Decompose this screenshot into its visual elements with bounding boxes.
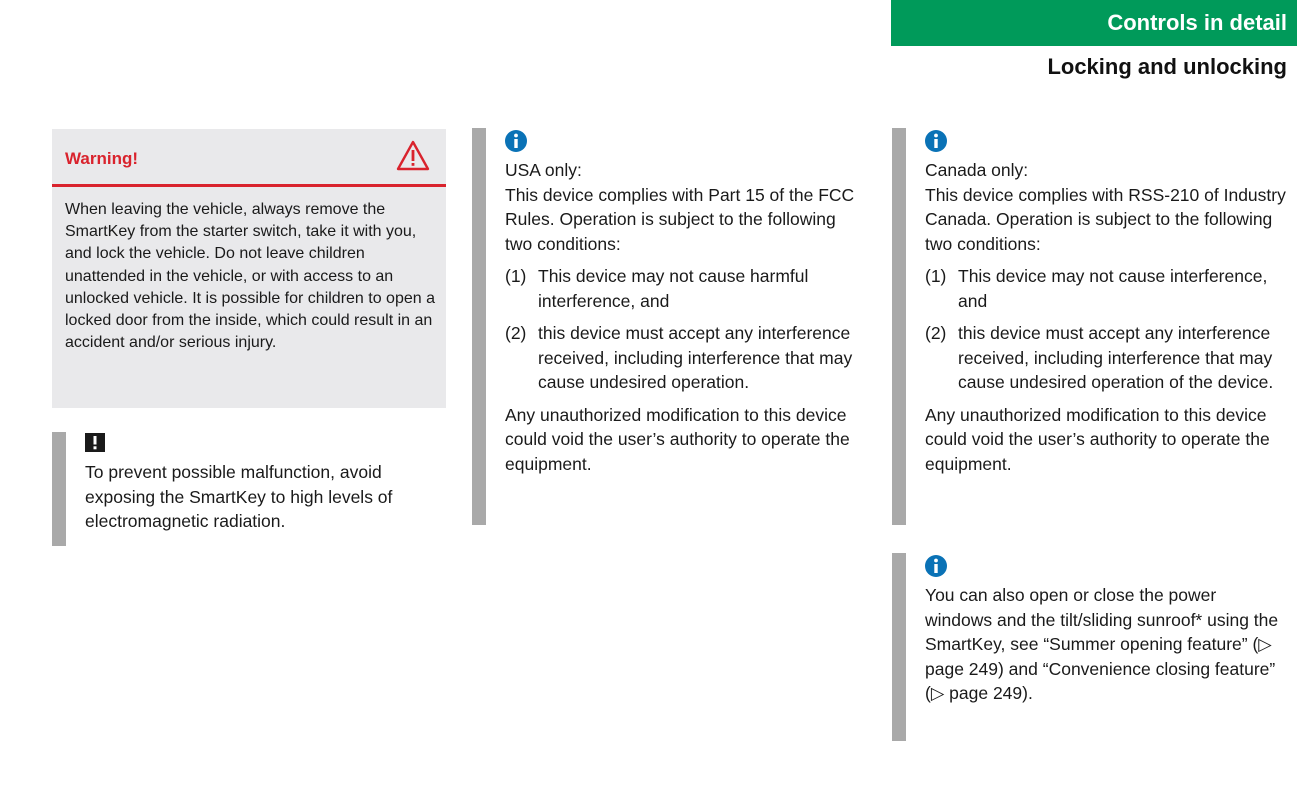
list-item	[925, 321, 1288, 395]
warning-label: Warning!	[65, 149, 139, 168]
list-text: This device may not cause interference, and	[958, 266, 1268, 311]
list-number: (2)	[505, 323, 527, 343]
warning-box	[52, 129, 446, 408]
section-header-bar	[891, 0, 1297, 46]
list-item	[925, 264, 1288, 313]
canada-footer: Any unauthorized modification to this device could void the user’s authority to operate the equipment.	[925, 404, 1270, 474]
subsection-title: Locking and unlocking	[1047, 54, 1287, 79]
canada-intro: This device complies with RSS-210 of Industry Canada. Operation is subject to the following two conditions:	[925, 184, 1286, 254]
info-icon	[505, 130, 527, 152]
usa-footer: Any unauthorized modification to this device could void the user’s authority to operate the equipment.	[505, 404, 850, 474]
usa-content	[505, 128, 866, 476]
warning-triangle-icon	[396, 140, 430, 172]
sunroof-text: You can also open or close the power windows and the tilt/sliding sunroof* using the SmartKey, see “Summer opening feature” (▷ page 249) and “Convenience closing feature” (▷ page 249).	[925, 585, 1279, 703]
warning-header	[52, 129, 446, 187]
list-text: this device must accept any interference received, including interference that may cause undesired operation of the device.	[958, 323, 1274, 392]
canada-heading: Canada only:	[925, 160, 1029, 180]
note-bar	[892, 553, 906, 741]
list-number: (1)	[925, 266, 947, 286]
exclamation-icon	[85, 433, 105, 452]
usa-heading: USA only:	[505, 160, 582, 180]
sunroof-content	[925, 553, 1288, 706]
list-text: This device may not cause harmful interference, and	[538, 266, 809, 311]
usa-intro: This device complies with Part 15 of the FCC Rules. Operation is subject to the following two conditions:	[505, 184, 855, 254]
note-bar	[52, 432, 66, 546]
canada-text	[925, 158, 1288, 476]
section-title: Controls in detail	[1107, 10, 1287, 35]
caution-content	[85, 432, 446, 534]
note-bar	[892, 128, 906, 525]
list-number: (2)	[925, 323, 947, 343]
info-icon	[925, 555, 947, 577]
list-item	[505, 321, 866, 395]
caution-text: To prevent possible malfunction, avoid exposing the SmartKey to high levels of electromagnetic radiation.	[85, 462, 393, 531]
usa-conditions-list	[505, 264, 866, 395]
list-item	[505, 264, 866, 313]
list-number: (1)	[505, 266, 527, 286]
note-bar	[472, 128, 486, 525]
usa-text	[505, 158, 866, 476]
warning-text: When leaving the vehicle, always remove the SmartKey from the starter switch, take it with you, and lock the vehicle. Do not leave children unattended in the vehicle, or with access to an unlocked vehicle. It is possible for children to open a locked door from the inside, which could result in an accident and/or serious injury.	[65, 201, 435, 352]
info-icon	[925, 130, 947, 152]
canada-conditions-list	[925, 264, 1288, 395]
list-text: this device must accept any interference received, including interference that may cause undesired operation.	[538, 323, 853, 392]
canada-content	[925, 128, 1288, 476]
